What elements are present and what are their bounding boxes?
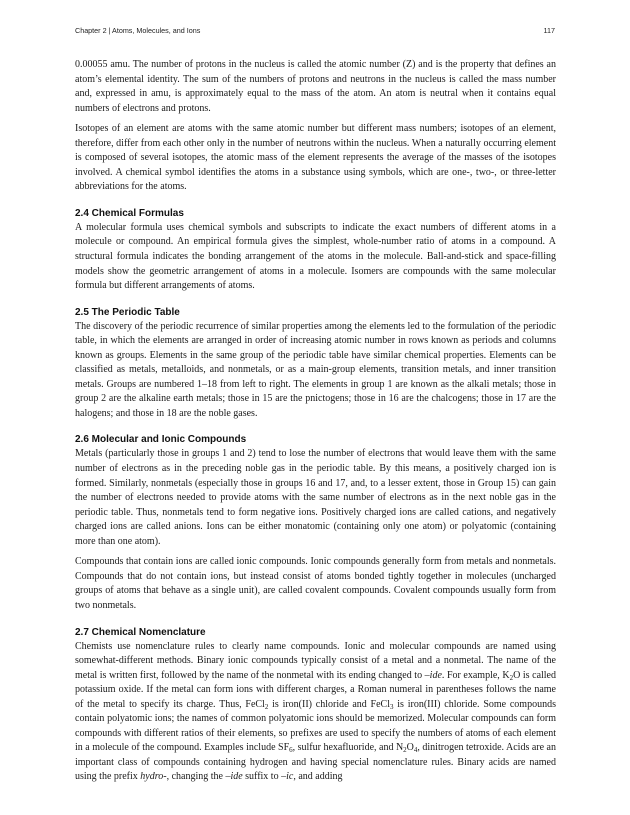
subscript: 6 [289, 746, 293, 755]
italic-suffix: –ide [424, 669, 442, 681]
text-run: is iron(II) chloride and FeCl [268, 698, 390, 710]
heading-2-5: 2.5 The Periodic Table [75, 306, 180, 318]
subscript: 4 [413, 746, 418, 755]
subscript: 2 [509, 673, 514, 682]
heading-2-4: 2.4 Chemical Formulas [75, 207, 184, 219]
heading-2-7: 2.7 Chemical Nomenclature [75, 626, 206, 638]
text-run: . For example, K [441, 669, 510, 681]
text-run: suffix to [242, 771, 282, 783]
chapter-title: Chapter 2 | Atoms, Molecules, and Ions [75, 26, 201, 35]
text-run: O [406, 742, 414, 754]
intro-paragraph-1: 0.00055 amu. The number of protons in the nucleus is called the atomic number (Z) and is the property that defines an atom’s elemental identity. The sum of the numbers of protons and neutrons in the nucleus is called the mass number and, expressed in amu, is approximately equal to the mass of the atom. An atom is neutral when it contains equal numbers of electrons and protons. [75, 59, 556, 114]
italic-suffix: –ic [281, 771, 294, 783]
paragraph-2-6-b: Compounds that contain ions are called ionic compounds. Ionic compounds generally form from metals and nonmetals. Compounds that do not contain ions, but instead consist of atoms bonded tightly together in molecules (uncharged groups of atoms that behave as a single unit), are called covalent compounds. Covalent compounds usually form from two nonmetals. [75, 556, 556, 611]
main-content [75, 58, 556, 791]
paragraph-2-5: The discovery of the periodic recurrence of similar properties among the elements led to the formulation of the periodic table, in which the elements are arranged in order of increasing atomic number in rows known as periods and columns known as groups. Elements in the same group of the periodic table have similar chemical properties. Elements can be classified as metals, metalloids, and nonmetals, or as a main-group elements, transition metals, and inner transition metals. Groups are numbered 1–18 from left to right. The elements in group 1 are known as the alkali metals; those in group 2 are the alkaline earth metals; those in 15 are the pnictogens; those in 16 are the chalcogens; those in 17 are the halogens; and those in 18 are the noble gases. [75, 320, 556, 419]
italic-suffix: –ide [225, 771, 243, 783]
text-run: , sulfur hexafluoride, and N [292, 742, 404, 754]
paragraph-2-6-a: Metals (particularly those in groups 1 and 2) tend to lose the number of electrons that would leave them with the same number of electrons as in the preceding noble gas in the periodic table. By this means, a positively charged ion is formed. Similarly, nonmetals (especially those in groups 16 and 17, and, to a lesser extent, those in Group 15) can gain the number of electrons needed to provide atoms with the same number of electrons as in the next noble gas in the periodic table. Thus, nonmetals tend to form negative ions. Positively charged ions are called cations, and negatively charged ions are called anions. Ions can be either monatomic (containing only one atom) or polyatomic (containing more than one atom). [75, 448, 556, 547]
subscript: 2 [403, 746, 407, 755]
paragraph-2-4: A molecular formula uses chemical symbols and subscripts to indicate the exact numbers of different atoms in a molecule or compound. An empirical formula gives the simplest, whole-number ratio of atoms in a compound. A structural formula indicates the bonding arrangement of the atoms in the molecule. Ball-and-stick and space-filling models show the geometric arrangement of atoms in a molecule. Isomers are compounds with the same molecular formula but different arrangements of atoms. [75, 221, 556, 292]
text-run: O is called potassium oxide. If the metal can form ions with different charges, a Roman numeral in parentheses follows the name of the metal to specify its charge. Thus, FeCl [75, 669, 556, 710]
page-number: 117 [543, 26, 555, 35]
heading-2-6: 2.6 Molecular and Ionic Compounds [75, 434, 247, 446]
italic-prefix: hydro- [140, 771, 167, 783]
subscript: 2 [264, 702, 269, 711]
text-run: , and adding [293, 771, 343, 783]
intro-paragraph-2: Isotopes of an element are atoms with the same atomic number but different mass numbers; isotopes of an element, therefore, differ from each other only in the number of neutrons within the nucleus. When a naturally occurring element is composed of several isotopes, the atomic mass of the element represents the average of the masses of the isotopes involved. A chemical symbol identifies the atoms in a substance using symbols, which are one-, two-, or three-letter abbreviations for the atoms. [75, 123, 556, 193]
text-run: Chemists use nomenclature rules to clearly name compounds. Ionic and molecular compounds are named using somewhat-different methods. Binary ionic compounds typically consist of a metal and a nonmetal. The name of the metal is written first, followed by the name of the nonmetal with its ending changed to [75, 640, 556, 681]
running-header [75, 26, 555, 38]
text-run: is iron(III) chloride. Some compounds contain polyatomic ions; the names of common polyatomic ions should be memorized. Molecular compounds can form compounds with different ratios of their elements, so prefixes are used to specify the numbers of atoms of each element in a molecule of the compound. Examples include SF [75, 698, 556, 754]
paragraph-2-7 [75, 640, 556, 785]
subscript: 3 [390, 702, 394, 711]
text-run: , changing the [166, 771, 226, 783]
text-run: , dinitrogen tetroxide. Acids are an important class of compounds containing hydrogen and having special nomenclature rules. Binary acids are named using the prefix [75, 742, 556, 783]
